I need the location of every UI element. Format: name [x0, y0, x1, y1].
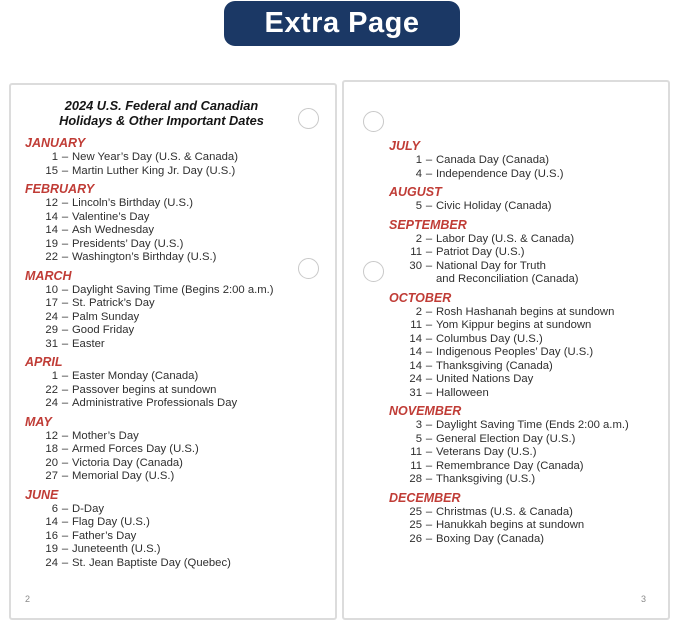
dash: –	[425, 459, 433, 472]
holiday-text: Victoria Day (Canada)	[72, 456, 183, 469]
holiday-text: Thanksgiving (Canada)	[436, 359, 553, 372]
dash: –	[61, 224, 69, 236]
dash: –	[61, 310, 69, 323]
holiday-entry	[25, 297, 325, 311]
holiday-text: Juneteenth (U.S.)	[72, 543, 161, 555]
dash: –	[425, 319, 433, 331]
holiday-entry	[25, 284, 325, 298]
dash: –	[425, 305, 433, 318]
dash: –	[61, 164, 69, 177]
holiday-day: 1	[51, 151, 58, 163]
holiday-text: Washington’s Birthday (U.S.)	[72, 251, 217, 263]
holiday-day: 29	[45, 324, 58, 336]
holiday-day: 11	[410, 319, 422, 331]
page-title-line2: Holidays & Other Important Dates	[59, 113, 264, 128]
holiday-day: 14	[45, 516, 58, 528]
holiday-day: 30	[409, 259, 422, 272]
holiday-day: 1	[415, 154, 422, 166]
holiday-day: 2	[415, 305, 422, 318]
holiday-text: Valentine’s Day	[72, 210, 150, 223]
holiday-day: 27	[45, 470, 58, 482]
punch-hole-icon	[363, 111, 384, 132]
month-heading: SEPTEMBER	[389, 217, 467, 232]
month-heading: JULY	[389, 139, 421, 153]
holiday-entry	[25, 338, 325, 352]
holiday-day: 31	[45, 337, 58, 350]
dash: –	[61, 324, 69, 336]
holiday-text: Easter	[72, 337, 105, 350]
dash: –	[425, 200, 433, 212]
holiday-day: 12	[45, 429, 58, 442]
holiday-text: Armed Forces Day (U.S.)	[72, 443, 199, 455]
holiday-entry	[389, 306, 662, 320]
holiday-day: 19	[45, 543, 58, 555]
month-heading: FEBRUARY	[25, 182, 95, 196]
holiday-day: 11	[410, 459, 422, 472]
holiday-text: Mother’s Day	[72, 429, 139, 442]
holiday-text: Memorial Day (U.S.)	[72, 470, 175, 482]
month-heading: JUNE	[25, 487, 59, 502]
dash: –	[61, 429, 69, 442]
dash: –	[425, 232, 433, 245]
holiday-entry	[389, 154, 662, 168]
holiday-day: 2	[415, 232, 422, 245]
holiday-day: 14	[45, 224, 58, 236]
holiday-day: 12	[45, 197, 58, 209]
holiday-day: 5	[415, 432, 422, 445]
holiday-entry	[389, 419, 662, 433]
holiday-text: Palm Sunday	[72, 310, 140, 323]
dash: –	[425, 519, 433, 531]
dash: –	[61, 556, 69, 569]
holiday-text: United Nations Day	[436, 373, 534, 385]
month-list-right	[389, 135, 662, 546]
month-heading: OCTOBER	[389, 290, 452, 305]
holiday-entry	[389, 200, 662, 214]
dash: –	[61, 197, 69, 209]
holiday-day: 5	[415, 200, 422, 212]
holiday-entry	[25, 165, 325, 179]
banner-label: Extra Page	[264, 7, 420, 39]
holiday-entry	[389, 333, 662, 347]
month-heading: AUGUST	[389, 185, 442, 199]
holiday-day: 14	[45, 210, 58, 223]
dash: –	[425, 259, 433, 272]
holiday-day: 14	[409, 332, 422, 345]
holiday-entry	[389, 346, 662, 360]
holiday-text: New Year’s Day (U.S. & Canada)	[72, 151, 238, 163]
holiday-day: 24	[45, 556, 58, 569]
holiday-day: 1	[51, 370, 58, 382]
holiday-day: 19	[45, 237, 58, 250]
holiday-entry	[389, 233, 662, 247]
holiday-entry	[389, 260, 662, 274]
holiday-text: Presidents’ Day (U.S.)	[72, 237, 184, 250]
holiday-text: St. Jean Baptiste Day (Quebec)	[72, 556, 231, 569]
holiday-entry	[389, 433, 662, 447]
holiday-entry	[25, 238, 325, 252]
holiday-day: 26	[409, 532, 422, 545]
holiday-entry	[25, 443, 325, 457]
holiday-text: Patriot Day (U.S.)	[436, 246, 525, 258]
holiday-text: Columbus Day (U.S.)	[436, 332, 543, 345]
dash: –	[425, 532, 433, 545]
holiday-text: Independence Day (U.S.)	[436, 167, 564, 180]
month-list-left	[25, 132, 325, 570]
dash: –	[61, 516, 69, 528]
holiday-day: 31	[409, 386, 422, 399]
holiday-entry	[25, 470, 325, 484]
calendar-page-left	[9, 83, 337, 620]
dash: –	[425, 432, 433, 445]
holiday-entry-continuation	[389, 273, 662, 287]
holiday-day: 22	[45, 251, 58, 263]
page-title-line1: 2024 U.S. Federal and Canadian	[64, 98, 259, 113]
holiday-text: General Election Day (U.S.)	[436, 432, 576, 445]
holiday-text: Daylight Saving Time (Begins 2:00 a.m.)	[72, 283, 274, 296]
month-heading: MAY	[25, 414, 52, 429]
holiday-entry	[25, 530, 325, 544]
holiday-day: 22	[45, 383, 58, 396]
holiday-entry	[25, 151, 325, 165]
holiday-text: and Reconciliation (Canada)	[436, 273, 579, 285]
holiday-entry	[25, 224, 325, 238]
dash: –	[425, 446, 433, 458]
holiday-entry	[389, 246, 662, 260]
holiday-text: D-Day	[72, 502, 105, 515]
holiday-day: 14	[409, 359, 422, 372]
holiday-day: 20	[45, 456, 58, 469]
holiday-text: Good Friday	[72, 324, 135, 336]
holiday-text: Martin Luther King Jr. Day (U.S.)	[72, 164, 236, 177]
dash: –	[61, 397, 69, 409]
holiday-text: Remembrance Day (Canada)	[436, 459, 584, 472]
holiday-text: Daylight Saving Time (Ends 2:00 a.m.)	[436, 419, 629, 431]
holiday-text: Easter Monday (Canada)	[72, 370, 199, 382]
holiday-day: 25	[409, 519, 422, 531]
dash: –	[425, 359, 433, 372]
month-heading: MARCH	[25, 268, 72, 283]
holiday-entry	[25, 370, 325, 384]
holiday-day: 6	[51, 502, 58, 515]
month-heading: JANUARY	[25, 136, 86, 150]
holiday-day: 11	[410, 446, 422, 458]
dash: –	[61, 443, 69, 455]
month-heading: APRIL	[25, 355, 63, 369]
holiday-text: Indigenous Peoples’ Day (U.S.)	[436, 346, 594, 358]
dash: –	[61, 383, 69, 396]
dash: –	[61, 251, 69, 263]
holiday-text: Veterans Day (U.S.)	[436, 446, 537, 458]
dash: –	[61, 210, 69, 223]
holiday-entry	[389, 460, 662, 474]
page-number-left: 2	[25, 594, 31, 604]
holiday-day: 18	[45, 443, 58, 455]
holiday-entry	[25, 457, 325, 471]
holiday-entry	[25, 384, 325, 398]
holiday-day: 11	[410, 246, 422, 258]
holiday-entry	[25, 543, 325, 557]
holiday-entry	[25, 324, 325, 338]
holiday-entry	[25, 503, 325, 517]
dash: –	[425, 419, 433, 431]
holiday-text: National Day for Truth	[436, 259, 546, 272]
holiday-day: 14	[409, 346, 422, 358]
holiday-entry	[25, 311, 325, 325]
holiday-entry	[25, 430, 325, 444]
holiday-text: Canada Day (Canada)	[436, 154, 550, 166]
holiday-entry	[25, 516, 325, 530]
dash: –	[61, 297, 69, 309]
holiday-day: 10	[45, 283, 58, 296]
holiday-day: 24	[409, 373, 422, 385]
dash: –	[61, 151, 69, 163]
dash: –	[61, 237, 69, 250]
holiday-entry	[389, 168, 662, 182]
holiday-text: Christmas (U.S. & Canada)	[436, 505, 573, 518]
holiday-entry	[25, 251, 325, 265]
dash: –	[425, 332, 433, 345]
holiday-text: Administrative Professionals Day	[72, 397, 238, 409]
holiday-entry	[25, 557, 325, 571]
holiday-entry	[389, 319, 662, 333]
dash: –	[61, 456, 69, 469]
holiday-text: St. Patrick’s Day	[72, 297, 155, 309]
holiday-text: Passover begins at sundown	[72, 383, 217, 396]
holiday-day: 3	[415, 419, 422, 431]
dash: –	[425, 505, 433, 518]
holiday-day: 25	[409, 505, 422, 518]
holiday-day: 17	[45, 297, 58, 309]
dash: –	[425, 167, 433, 180]
dash: –	[425, 373, 433, 385]
dash: –	[61, 502, 69, 515]
dash-empty	[422, 273, 436, 287]
holiday-text: Civic Holiday (Canada)	[436, 200, 552, 212]
holiday-text: Ash Wednesday	[72, 224, 155, 236]
dash: –	[61, 543, 69, 555]
holiday-text: Hanukkah begins at sundown	[436, 519, 585, 531]
holiday-text: Rosh Hashanah begins at sundown	[436, 305, 615, 318]
holiday-entry	[389, 533, 662, 547]
page-title	[19, 98, 304, 128]
holiday-entry	[25, 397, 325, 411]
dash: –	[425, 386, 433, 399]
holiday-day: 15	[45, 164, 58, 177]
calendar-page-right	[342, 80, 670, 620]
dash: –	[61, 370, 69, 382]
dash: –	[425, 346, 433, 358]
extra-page-banner	[224, 1, 460, 46]
holiday-text: Thanksgiving (U.S.)	[436, 473, 536, 485]
holiday-day: 16	[45, 529, 58, 542]
dash: –	[61, 529, 69, 542]
holiday-day-empty	[389, 273, 422, 287]
page-number-right: 3	[640, 594, 646, 604]
punch-hole-icon	[363, 261, 384, 282]
holiday-day: 24	[45, 397, 58, 409]
month-heading: NOVEMBER	[389, 404, 462, 418]
holiday-day: 24	[45, 310, 58, 323]
dash: –	[425, 473, 433, 485]
holiday-text: Lincoln’s Birthday (U.S.)	[72, 197, 193, 209]
holiday-entry	[389, 519, 662, 533]
holiday-entry	[25, 197, 325, 211]
holiday-text: Boxing Day (Canada)	[436, 532, 545, 545]
dash: –	[61, 283, 69, 296]
holiday-entry	[389, 373, 662, 387]
holiday-text: Halloween	[436, 386, 489, 399]
holiday-text: Flag Day (U.S.)	[72, 516, 150, 528]
holiday-text: Father’s Day	[72, 529, 137, 542]
holiday-entry	[389, 506, 662, 520]
dash: –	[61, 337, 69, 350]
holiday-text: Yom Kippur begins at sundown	[436, 319, 592, 331]
holiday-text: Labor Day (U.S. & Canada)	[436, 232, 575, 245]
month-heading: DECEMBER	[389, 490, 461, 505]
dash: –	[425, 246, 433, 258]
holiday-day: 4	[415, 167, 422, 180]
holiday-entry	[389, 473, 662, 487]
dash: –	[61, 470, 69, 482]
holiday-entry	[25, 211, 325, 225]
dash: –	[425, 154, 433, 166]
holiday-entry	[389, 360, 662, 374]
holiday-entry	[389, 387, 662, 401]
holiday-day: 28	[409, 473, 422, 485]
holiday-entry	[389, 446, 662, 460]
